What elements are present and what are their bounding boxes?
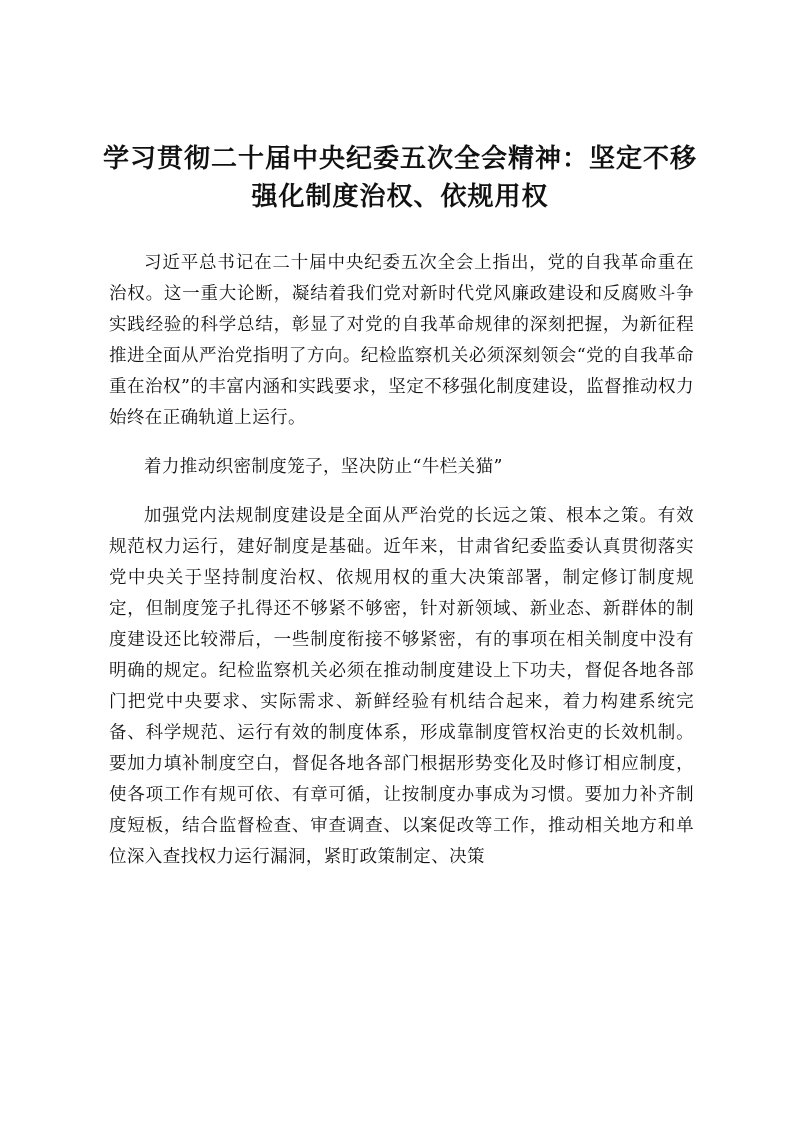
paragraph-intro: 习近平总书记在二十届中央纪委五次全会上指出，党的自我革命重在治权。这一重大论断，凝结着我们党对新时代党风廉政建设和反腐败斗争实践经验的科学总结，彰显了对党的自我革命规律的深刻把握，为新征程推进全面从严治党指明了方向。纪检监察机关必须深刻领会“党的自我革命重在治权”的丰富内涵和实践要求，坚定不移强化制度建设，监督推动权力始终在正确轨道上运行。 [109,253,694,428]
paragraph-body: 加强党内法规制度建设是全面从严治党的长远之策、根本之策。有效规范权力运行，建好制度是基础。近年来，甘肃省纪委监委认真贯彻落实党中央关于坚持制度治权、依规用权的重大决策部署，制定修订制度规定，但制度笼子扎得还不够紧不够密，针对新领域、新业态、新群体的制度建设还比较滞后，一些制度衔接不够紧密，有的事项在相关制度中没有明确的规定。纪检监察机关必须在推动制度建设上下功夫，督促各地各部门把党中央要求、实际需求、新鲜经验有机结合起来，着力构建系统完备、科学规范、运行有效的制度体系，形成靠制度管权治吏的长效机制。要加力填补制度空白，督促各地各部门根据形势变化及时修订相应制度，使各项工作有规可依、有章可循，让按制度办事成为习惯。要加力补齐制度短板，结合监督检查、审查调查、以案促改等工作，推动相关地方和单位深入查找权力运行漏洞，紧盯政策制定、决策 [109,506,694,867]
paragraph-section-heading: 着力推动织密制度笼子，坚决防止“牛栏关猫” [144,457,503,477]
document-title: 学习贯彻二十届中央纪委五次全会精神：坚定不移强化制度治权、依规用权 [102,144,697,212]
document-body [109,248,694,891]
